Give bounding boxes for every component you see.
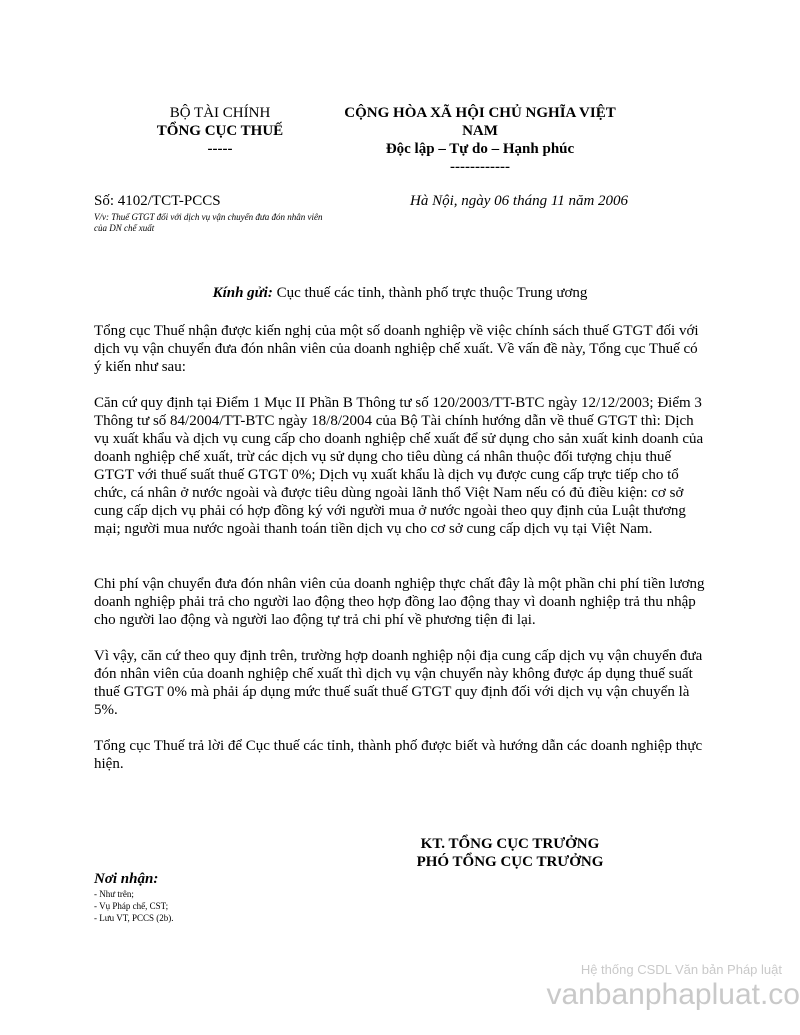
recipient-item: - Lưu VT, PCCS (2b). — [94, 913, 174, 923]
recipients-block — [94, 871, 334, 924]
body-paragraph-4: Vì vậy, căn cứ theo quy định trên, trường hợp doanh nghiệp nội địa cung cấp dịch vụ vận chuyển đưa đón nhân viên của doanh nghiệp chế xuất thì dịch vụ vận chuyển này không được áp dụng thuế suất thuế GTGT 0% mà phải áp dụng mức thuế suất thuế GTGT quy định đối với dịch vụ vận chuyển là 5%. — [94, 648, 703, 718]
ministry-name: BỘ TÀI CHÍNH — [169, 105, 271, 121]
document-date: Hà Nội, ngày 06 tháng 11 năm 2006 — [410, 193, 629, 209]
issuer-separator: ----- — [207, 141, 233, 157]
recipient-item: - Như trên; — [94, 889, 134, 899]
department-name: TỔNG CỤC THUẾ — [156, 123, 284, 139]
document-number: Số: 4102/TCT-PCCS — [94, 193, 221, 209]
watermark — [540, 962, 800, 1012]
recipients-title: Nơi nhận: — [94, 871, 159, 887]
body-paragraph-3: Chi phí vận chuyển đưa đón nhân viên của doanh nghiệp thực chất đây là một phần chi phí tiền lương doanh nghiệp phải trả cho người lao động theo hợp đồng lao động thay vì doanh nghiệp trả thu nhập cho người lao động và người lao động tự trả chi phí về phương tiện đi lại. — [94, 576, 705, 628]
body-paragraph-2: Căn cứ quy định tại Điểm 1 Mục II Phần B Thông tư số 120/2003/TT-BTC ngày 12/12/2003; Điểm 3 Thông tư số 84/2004/TT-BTC ngày 18/8/2004 của Bộ Tài chính hướng dẫn về thuế GTGT thì: Dịch vụ xuất khẩu và dịch vụ cung cấp cho doanh nghiệp chế xuất để sử dụng cho sản xuất kinh doanh của doanh nghiệp chế xuất, trừ các dịch vụ sử dụng cho tiêu dùng cá nhân thuộc đối tượng chịu thuế GTGT với thuế suất thuế GTGT 0%; Dịch vụ xuất khẩu là dịch vụ được cung cấp trực tiếp cho tổ chức, cá nhân ở nước ngoài và được tiêu dùng ngoài lãnh thổ Việt Nam nếu có đủ điều kiện: cơ sở cung cấp dịch vụ phải có hợp đồng ký với người mua ở nước ngoài theo quy định của Luật thương mại; người mua nước ngoài thanh toán tiền dịch vụ cho cơ sở cung cấp dịch vụ tại Việt Nam. — [94, 395, 704, 537]
watermark-caption: Hệ thống CSDL Văn bản Pháp luật — [580, 962, 782, 977]
watermark-site: vanbanphapluat.co — [546, 978, 800, 1011]
signature-title-1: KT. TỔNG CỤC TRƯỞNG — [420, 836, 600, 852]
signature-block — [400, 835, 620, 871]
issuer-block — [120, 104, 320, 158]
signature-title-2: PHÓ TỔNG CỤC TRƯỞNG — [416, 854, 604, 870]
motto-separator: ------------ — [450, 159, 510, 175]
motto: Độc lập – Tự do – Hạnh phúc — [385, 141, 575, 157]
body-paragraph-1: Tổng cục Thuế nhận được kiến nghị của một số doanh nghiệp về việc chính sách thuế GTGT đối với dịch vụ vận chuyển đưa đón nhân viên của doanh nghiệp chế xuất. Về vấn đề này, Tổng cục Thuế có ý kiến như sau: — [94, 323, 699, 375]
recipient-item: - Vụ Pháp chế, CST; — [94, 901, 169, 911]
document-subject: V/v: Thuế GTGT đối với dịch vụ vận chuyển đưa đón nhân viên của DN chế xuất — [94, 212, 323, 233]
country-name: CỘNG HÒA XÃ HỘI CHỦ NGHĨA VIỆT NAM — [344, 105, 616, 139]
body-paragraph-5: Tổng cục Thuế trả lời để Cục thuế các tỉnh, thành phố được biết và hướng dẫn các doanh nghiệp thực hiện. — [94, 738, 703, 772]
greeting-text: Cục thuế các tỉnh, thành phố trực thuộc Trung ương — [272, 285, 588, 301]
greeting-label: Kính gửi: — [212, 285, 273, 301]
national-title-block — [330, 104, 630, 176]
greeting — [94, 285, 706, 302]
